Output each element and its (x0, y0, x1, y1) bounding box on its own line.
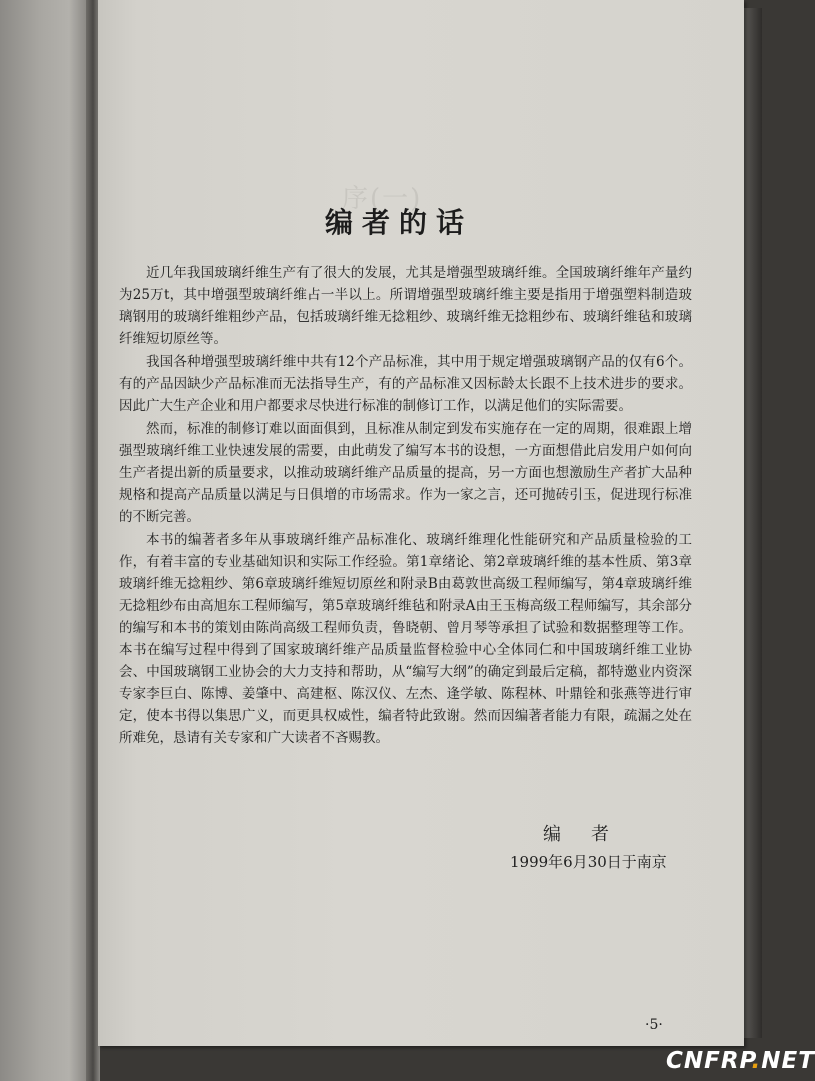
bleed-through-text: 序(一) (342, 184, 423, 214)
paragraph-4: 本书的编著者多年从事玻璃纤维产品标准化、玻璃纤维理化性能研究和产品质量检验的工作，有着丰富的专业基础知识和实际工作经验。第1章绪论、第2章玻璃纤维的基本性质、第3章玻璃纤维无捻粗纱、第6章玻璃纤维短切原丝和附录B由葛敦世高级工程师编写，第4章玻璃纤维无捻粗纱布由高旭东工程师编写，第5章玻璃纤维毡和附录A由王玉梅高级工程师编写，其余部分的编写和本书的策划由陈尚高级工程师负责，鲁晓朝、曾月琴等承担了试验和数据整理等工作。本书在编写过程中得到了国家玻璃纤维产品质量监督检验中心全体同仁和中国玻璃纤维工业协会、中国玻璃钢工业协会的大力支持和帮助，从“编写大纲”的确定到最后定稿，都特邀业内资深专家李巨白、陈博、姜肇中、高建枢、陈汉仪、左杰、逢学敏、陈程林、叶鼎铨和张燕等进行审定，使本书得以集思广义，而更具权威性，编者特此致谢。然而因编著者能力有限，疏漏之处在所难免，恳请有关专家和广大读者不吝赐教。 (119, 532, 692, 746)
signature: 编者 (543, 824, 639, 845)
page-title: 编者的话 (325, 206, 474, 239)
page-shadow-edge (744, 8, 762, 1038)
watermark-dot: . (751, 1048, 762, 1074)
watermark-suffix: NET (761, 1048, 815, 1074)
body-text (119, 262, 692, 750)
left-page-edge (0, 0, 92, 1081)
paragraph-1: 近几年我国玻璃纤维生产有了很大的发展，尤其是增强型玻璃纤维。全国玻璃纤维年产量约为25万t，其中增强型玻璃纤维占一半以上。所谓增强型玻璃纤维主要是指用于增强塑料制造玻璃钢用的玻璃纤维粗纱产品，包括玻璃纤维无捻粗纱、玻璃纤维无捻粗纱布、玻璃纤维毡和玻璃纤维短切原丝等。 (119, 265, 692, 347)
date-line: 1999年6月30日于南京 (510, 853, 667, 871)
watermark-text: CNFRP (666, 1048, 752, 1074)
page-number: ·5· (645, 1017, 663, 1033)
paragraph-3: 然而，标准的制修订难以面面俱到，且标准从制定到发布实施存在一定的周期，很难跟上增强型玻璃纤维工业快速发展的需要，由此萌发了编写本书的设想，一方面想借此启发用户如何向生产者提出新的质量要求，以推动玻璃纤维产品质量的提高，另一方面也想激励生产者扩大品种规格和提高产品质量以满足与日俱增的市场需求。作为一家之言，还可抛砖引玉，促进现行标准的不断完善。 (119, 421, 692, 525)
paragraph-2: 我国各种增强型玻璃纤维中共有12个产品标准，其中用于规定增强玻璃钢产品的仅有6个。有的产品因缺少产品标准而无法指导生产，有的产品标准又因标龄太长跟不上技术进步的要求。因此广大生产企业和用户都要求尽快进行标准的制修订工作，以满足他们的实际需要。 (119, 354, 692, 414)
watermark-logo (666, 1048, 815, 1074)
